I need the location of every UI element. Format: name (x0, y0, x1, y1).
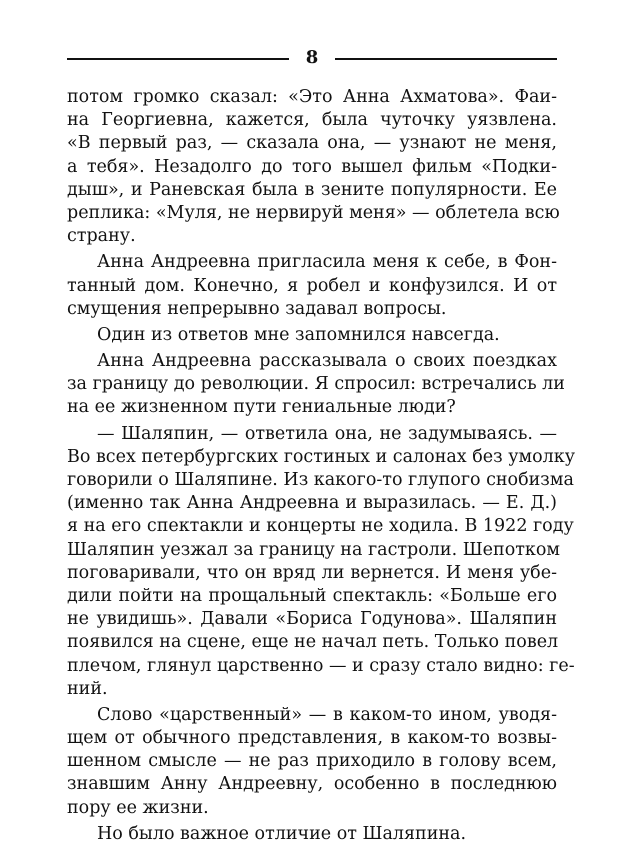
body-text (67, 86, 576, 846)
text-line: реплика: «Муля, не нервируй меня» — облетела всю (67, 202, 560, 223)
text-line: смущения непрерывно задавал вопросы. (67, 298, 447, 319)
text-line: Один из ответов мне запомнился навсегда. (97, 324, 500, 345)
text-line: поговаривали, что он вряд ли вернется. И меня убе- (67, 562, 557, 583)
text-line: знавшим Анну Андреевну, особенно в последнюю (67, 774, 557, 795)
text-line: щем от обычного представления, в каком-то возвы- (67, 728, 557, 749)
text-line: а тебя». Незадолго до того вышел фильм «Подки- (67, 156, 557, 177)
text-line: плечом, глянул царственно — и сразу стало видно: ге- (67, 655, 575, 676)
header-rule-left (67, 58, 289, 60)
text-line: Анна Андреевна рассказывала о своих поездках (97, 351, 557, 372)
header-rule-right (335, 58, 557, 60)
text-line: дили пойти на прощальный спектакль: «Больше его (67, 585, 557, 606)
text-line: танный дом. Конечно, я робел и конфузился. И от (67, 275, 557, 296)
text-line: Во всех петербургских гостиных и салонах без умолку (67, 446, 576, 467)
text-line: дыш», и Раневская была в зените популярности. Ее (67, 179, 557, 200)
text-line: на ее жизненном пути гениальные люди? (67, 397, 456, 418)
text-line: Анна Андреевна пригласила меня к себе, в Фон- (97, 252, 557, 273)
page-header (67, 44, 557, 74)
text-line: на Георгиевна, кажется, была чуточку уязвлена. (67, 110, 557, 131)
text-line: шенном смысле — не раз приходило в голову всем, (67, 751, 557, 772)
text-line: — Шаляпин, — ответила она, не задумываясь. — (97, 423, 557, 444)
text-line: страну. (67, 226, 136, 247)
text-line: ний. (67, 678, 108, 699)
text-line: (именно так Анна Андреевна и выразилась. — Е. Д.) (67, 493, 557, 514)
text-line: пору ее жизни. (67, 797, 209, 818)
text-line: потом громко сказал: «Это Анна Ахматова». Фаи- (67, 87, 557, 107)
text-line: я на его спектакли и концерты не ходила. В 1922 году (67, 516, 574, 537)
page-number: 8 (305, 47, 319, 68)
text-line: Шаляпин уезжал за границу на гастроли. Шепотком (67, 539, 560, 560)
text-line: Слово «царственный» — в каком-то ином, уводя- (97, 704, 557, 725)
text-line: появился на сцене, еще не начал петь. Только повел (67, 632, 559, 653)
text-line: не увидишь». Давали «Бориса Годунова». Шаляпин (67, 609, 557, 630)
text-line: за границу до революции. Я спросил: встречались ли (67, 374, 565, 395)
text-line: говорили о Шаляпине. Из какого-то глупого снобизма (67, 470, 574, 490)
text-line: Но было важное отличие от Шаляпина. (97, 823, 467, 844)
text-line: «В первый раз, — сказала она, — узнают не меня, (67, 133, 557, 154)
